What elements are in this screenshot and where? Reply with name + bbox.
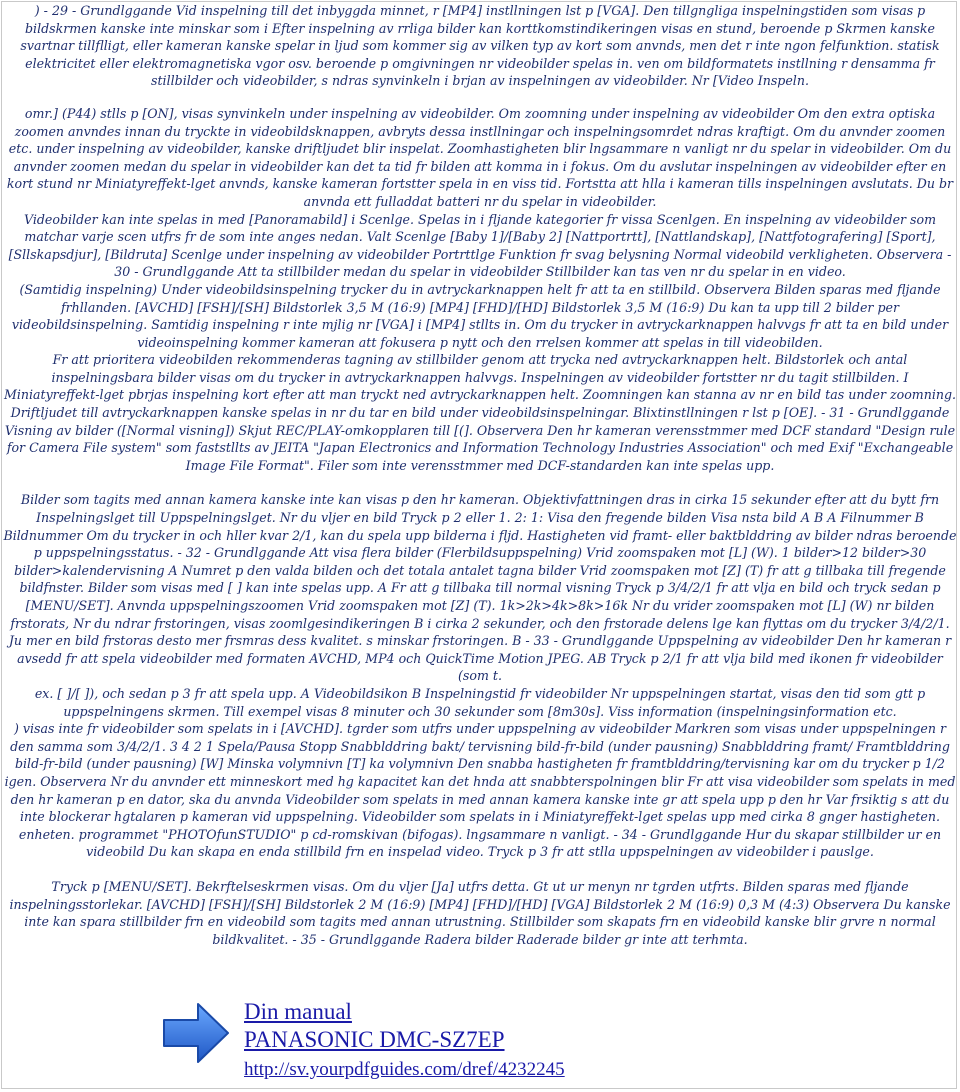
paragraph: Bilder som tagits med annan kamera kanske inte kan visas p den hr kameran. Objektivfattningen dras in cirka 15 sekunder efter att du bytt frn Inspelningslget till Uppspelningslget. Nr du vljer en bild Tryck p 2 eller 1. 2: 1: Visa den fregende bilden Visa nsta bild A B A Filnummer B Bildnummer Om du trycker in och hller kvar 2/1, kan du spela upp bilderna i fljd. Hastigheten vid framt- eller baktblddring av bilder ndras beroende p uppspelningsstatus. - 32 - Grundlggande Att visa flera bilder (Flerbildsuppspelning) Vrid zoomspaken mot [L] (W). 1 bilder>12 bilder>30 bilder>kalendervisning A Numret p den valda bilden och det totala antalet tagna bilder Vrid zoomspaken mot [Z] (T) fr att g tillbaka till fregende bildfnster. Bilder som visas med [ ] kan inte spelas upp. A Fr att g tillbaka till normal visning Tryck p 3/4/2/1 fr att vlja en bild och tryck sedan p [MENU/SET]. Anvnda uppspelningszoomen Vrid zoomspaken mot [Z] (T). 1k>2k>4k>8k>16k Nr du vrider zoomspaken mot [L] (W) nr bilden frstorats, Nr du ndrar frstoringen, visas zoomlgesindikeringen B i cirka 2 sekunder, och den frstorade delens lge kan flyttas om du trycker 3/4/2/1. Ju mer en bild frstoras desto mer frsmras dess kvalitet. s minskar frstoringen. B - 33 - Grundlggande Uppspelning av videobilder Den hr kameran r avsedd fr att spela videobilder med formaten AVCHD, MP4 och QuickTime Motion JPEG. AB Tryck p 2/1 fr att vlja bild med ikonen fr videobilder (som t. [3,492,957,684]
section-2 [3,105,957,474]
paragraph: ) - 29 - Grundlggande Vid inspelning till det inbyggda minnet, r [MP4] instllningen lst p [VGA]. Den tillgngliga inspelningstiden som visas p bildskrmen kanske inte minskar som i Efter inspelning av rrliga bilder kan korttkomstindikeringen visas en stund, beroende p Skrmen kanske svartnar tillflligt, eller kameran kanske spelar in ljud som kommer sig av vilken typ av kort som anvnds, men det r inte ngon felfunktion. statisk elektricitet eller elektromagnetiska vgor osv. beroende p omgivningen nr videobilder spelas in. ven om bildformatets instllning r densamma fr stillbilder och videobilder, s ndras synvinkeln i brjan av inspelningen av videobilder. Nr [Video Inspeln. [20,3,940,89]
paragraph: Tryck p [MENU/SET]. Bekrftelseskrmen visas. Om du vljer [Ja] utfrs detta. Gt ut ur menyn nr tgrden utfrts. Bilden sparas med fljande inspelningsstorlekar. [AVCHD] [FSH]/[SH] Bildstorlek 2 M (16:9) [MP4] [FHD]/[HD] [VGA] Bildstorlek 2 M (16:9) 0,3 M (4:3) Observera Du kanske inte kan spara stillbilder frn en videobild som tagits med annan utrustning. Stillbilder som skapats frn en videobild kanske blir grvre n normal bildkvalitet. - 35 - Grundlggande Radera bilder Raderade bilder gr inte att terhmta. [9,878,951,947]
footer-links [244,998,565,1085]
arrow-right-icon [160,998,232,1068]
section-1 [3,2,957,90]
section-3 [3,491,957,860]
footer [160,998,760,1090]
paragraph: Fr att prioritera videobilden rekommenderas tagning av stillbilder genom att trycka ned avtryckarknappen helt. Bildstorlek och antal inspelningsbara bilder visas om du trycker in avtryckarknappen halvvgs. Inspelningen av videobilder fortstter nr du tagit stillbilden. I Miniatyreffekt-lget pbrjas inspelning kort efter att man tryckt ned avtryckarknappen helt. Zoomningen kan stanna av nr en bild tas under zoomning. Driftljudet till avtryckarknappen kanske spelas in nr du tar en bild under videobildsinspelningar. Blixtinstllningen r lst p [OE]. - 31 - Grundlggande Visning av bilder ([Normal visning]) Skjut REC/PLAY-omkopplaren till [(]. Observera Den hr kameran verensstmmer med DCF standard "Design rule for Camera File system" som faststllts av JEITA "Japan Electronics and Information Technology Industries Association" och med Exif "Exchangeable Image File Format". Filer som inte verensstmmer med DCF-standarden kan inte spelas upp. [3,352,957,473]
paragraph: Videobilder kan inte spelas in med [Panoramabild] i Scenlge. Spelas in i fljande kategorier fr vissa Scenlgen. En inspelning av videobilder som matchar varje scen utfrs fr de som inte anges nedan. Valt Scenlge [Baby 1]/[Baby 2] [Nattportrtt], [Nattlandskap], [Nattfotografering] [Sport], [Sllskapsdjur], [Bildruta] Scenlge under inspelning av videobilder Portrttlge Funktion fr svag belysning Normal videobild verkligheten. Observera - 30 - Grundlggande Att ta stillbilder medan du spelar in videobilder Stillbilder kan tas ven nr du spelar in en video. [8,211,952,280]
paragraph: ex. [ ]/[ ]), och sedan p 3 fr att spela upp. A Videobildsikon B Inspelningstid fr videobilder Nr uppspelningen startat, visas den tid som gtt p uppspelningens skrmen. Till exempel visas 8 minuter och 30 sekunder som [8m30s]. Viss information (inspelningsinformation etc. [34,685,926,719]
section-4 [3,878,957,948]
paragraph: (Samtidig inspelning) Under videobildsinspelning trycker du in avtryckarknappen helt fr att ta en stillbild. Observera Bilden sparas med fljande frhllanden. [AVCHD] [FSH]/[SH] Bildstorlek 3,5 M (16:9) [MP4] [FHD]/[HD] Bildstorlek 3,5 M (16:9) Du kan ta upp till 2 bilder per videobildsinspelning. Samtidig inspelning r inte mjlig nr [VGA] i [MP4] stllts in. Om du trycker in avtryckarknappen halvvgs fr att ta en bild under videoinspelning kommer kameran att fokusera p nytt och den rrelsen kommer att spelas in till videobilden. [11,281,949,350]
paragraph: ) visas inte fr videobilder som spelats in i [AVCHD]. tgrder som utfrs under uppspelning av videobilder Markren som visas under uppspelningen r den samma som 3/4/2/1. 3 4 2 1 Spela/Pausa Stopp Snabblddring bakt/ tervisning bild-fr-bild (under pausning) Snabblddring framt/ Framtblddring bild-fr-bild (under pausning) [W] Minska volymnivn [T] ka volymnivn Den snabba hastigheten fr framtblddring/tervisning kar om du trycker p 1/2 igen. Observera Nr du anvnder ett minneskort med hg kapacitet kan det hnda att snabbterspolningen blir Fr att visa videobilder som spelats in med den hr kameran p en dator, ska du anvnda Videobilder som spelats in med annan kamera kanske inte gr att spela upp p den hr Var frsiktig s att du inte blockerar hgtalaren p kameran vid uppspelning. Videobilder som spelats in i Miniatyreffekt-lget spelas upp med cirka 8 gnger hastigheten. enheten. programmet "PHOTOfunSTUDIO" p cd-romskivan (bifogas). lngsammare n vanligt. - 34 - Grundlggande Hur du skapar stillbilder ur en videobild Du kan skapa en enda stillbild frn en inspelad video. Tryck p 3 fr att stlla uppspelningen av videobilder i pauslge. [4,721,956,860]
manual-link[interactable]: Din manual [244,999,352,1024]
document-body [3,2,957,948]
model-link[interactable]: PANASONIC DMC-SZ7EP [244,1027,505,1052]
url-link[interactable]: http://sv.yourpdfguides.com/dref/4232245 [244,1059,565,1080]
paragraph: omr.] (P44) stlls p [ON], visas synvinkeln under inspelning av videobilder. Om zoomning under inspelning av videobilder Om den extra optiska zoomen anvndes innan du tryckte in videobildsknappen, avbryts dessa instllningar och inspelningsomrdet ndras kraftigt. Om du anvnder zoomen etc. under inspelning av videobilder, kanske driftljudet blir inspelat. Zoomhastigheten blir lngsammare n vanligt nr du spelar in videobilder. Om du anvnder zoomen medan du spelar in videobilder kan det ta tid fr bilden att komma in i fokus. Om du avslutar inspelningen av videobilder efter en kort stund nr Miniatyreffekt-lget anvnds, kanske kameran fortstter spela in en viss tid. Fortstta att hlla i kameran tills inspelningen avslutats. Du br anvnda ett fulladdat batteri nr du spelar in videobilder. [6,105,954,209]
